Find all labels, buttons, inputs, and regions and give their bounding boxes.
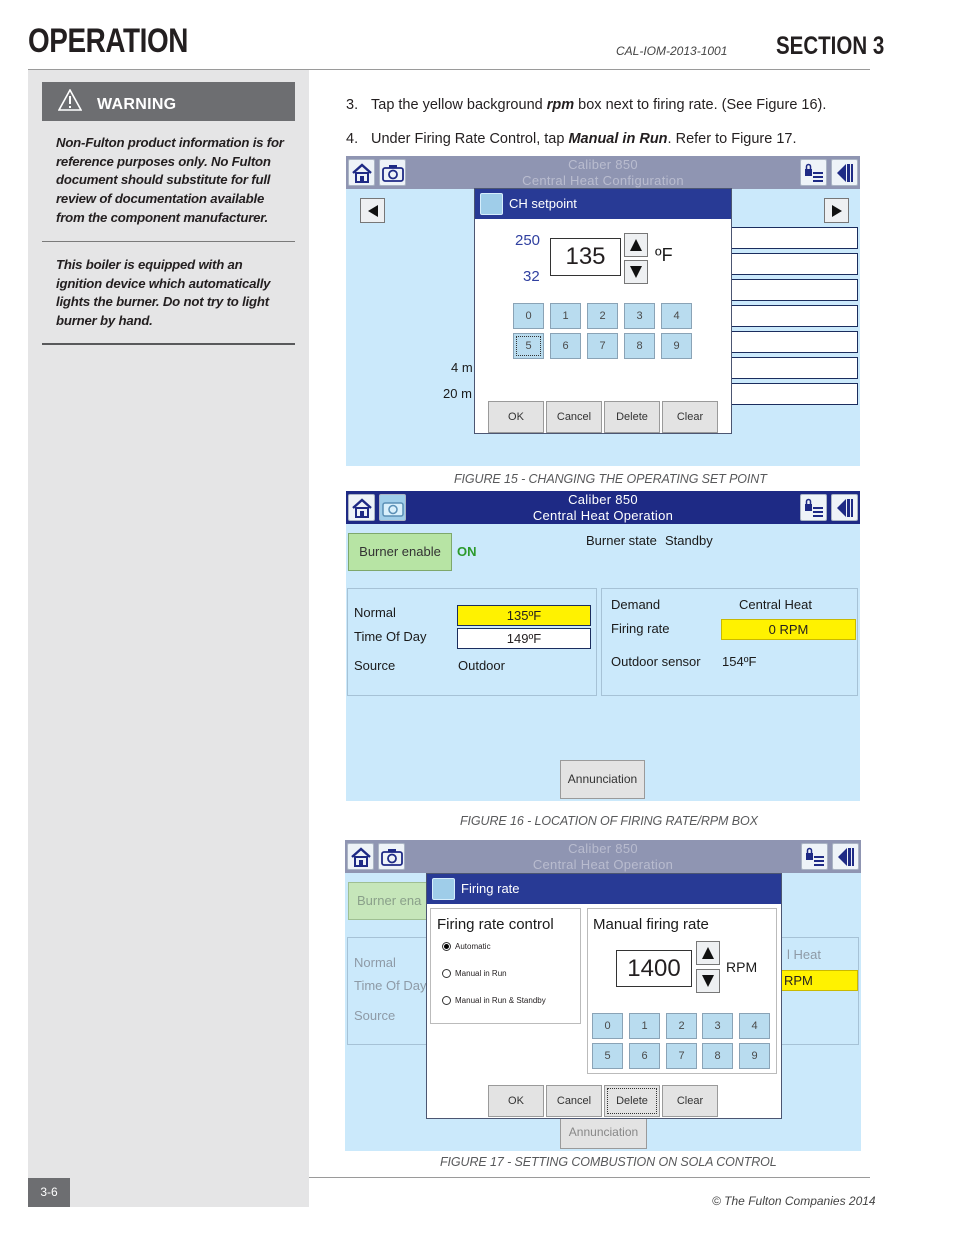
lock-list-icon bbox=[804, 847, 826, 867]
time-of-day-label: Time Of Day bbox=[354, 629, 427, 644]
up-arrow-icon bbox=[629, 238, 643, 252]
title-bar bbox=[346, 156, 860, 189]
down-arrow-icon bbox=[629, 265, 643, 279]
figure-17-caption: FIGURE 17 - SETTING COMBUSTION ON SOLA CONTROL bbox=[440, 1155, 777, 1169]
radio-checked-icon bbox=[442, 942, 451, 951]
radio-unchecked-icon bbox=[442, 996, 451, 1005]
config-field-7[interactable] bbox=[730, 383, 858, 405]
figure-17-screen bbox=[345, 840, 861, 1151]
dialog-title-bar bbox=[427, 874, 781, 904]
key-4[interactable]: 4 bbox=[739, 1013, 770, 1039]
setpoint-value-input[interactable]: 135 bbox=[550, 238, 621, 276]
radio-unchecked-icon bbox=[442, 969, 451, 978]
key-5[interactable]: 5 bbox=[513, 333, 544, 359]
camera-icon bbox=[480, 193, 503, 215]
key-3[interactable]: 3 bbox=[624, 303, 655, 329]
next-page-button[interactable] bbox=[824, 198, 849, 223]
login-button[interactable] bbox=[801, 843, 828, 870]
normal-label-bg: Normal bbox=[354, 955, 396, 970]
bg-label-20m: 20 m bbox=[443, 386, 472, 401]
down-arrow-icon bbox=[701, 974, 715, 988]
demand-label: Demand bbox=[611, 597, 661, 612]
normal-label: Normal bbox=[354, 605, 396, 620]
ch-setpoint-dialog bbox=[474, 188, 732, 434]
firing-rate-rpm-field-bg: RPM bbox=[780, 970, 858, 991]
warning-note-ignition: This boiler is equipped with an ignition device which automatically lights the burner. Do not try to light burner by hand. bbox=[56, 257, 271, 329]
key-7[interactable]: 7 bbox=[587, 333, 618, 359]
footer-divider bbox=[309, 1177, 870, 1178]
key-6[interactable]: 6 bbox=[629, 1043, 660, 1069]
demand-panel bbox=[601, 588, 858, 696]
annunciation-button[interactable]: Annunciation bbox=[560, 760, 645, 799]
figure-16-screen bbox=[346, 491, 860, 801]
warning-note-product-info: Non-Fulton product information is for reference purposes only. No Fulton document should substitute for full review of documentation available from the component manufacturer. bbox=[56, 135, 284, 225]
clear-button[interactable]: Clear bbox=[662, 401, 718, 433]
document-code: CAL-IOM-2013-1001 bbox=[616, 44, 728, 58]
firing-rate-rpm-field[interactable]: 0 RPM bbox=[721, 619, 856, 640]
heat-label-bg: l Heat bbox=[787, 947, 821, 962]
setpoint-panel-bg bbox=[347, 937, 429, 1045]
burner-enable-status: ON bbox=[457, 544, 477, 559]
screen-title-line2: Central Heat Configuration bbox=[522, 173, 684, 188]
firing-rate-unit: RPM bbox=[726, 959, 758, 975]
key-6[interactable]: 6 bbox=[550, 333, 581, 359]
figure-15-caption: FIGURE 15 - CHANGING THE OPERATING SET POINT bbox=[454, 472, 767, 486]
copyright: © The Fulton Companies 2014 bbox=[712, 1194, 876, 1208]
option-manual-in-run[interactable]: Manual in Run bbox=[442, 969, 507, 978]
burner-state-label: Burner state bbox=[586, 533, 657, 548]
config-field-2[interactable] bbox=[730, 253, 858, 275]
ok-button[interactable]: OK bbox=[488, 401, 544, 433]
screen-title-line2: Central Heat Operation bbox=[532, 857, 674, 872]
dialog-title-bar bbox=[475, 189, 731, 219]
section-label: SECTION 3 bbox=[776, 32, 885, 60]
figure-16-caption: FIGURE 16 - LOCATION OF FIRING RATE/RPM BOX bbox=[460, 814, 758, 828]
config-field-5[interactable] bbox=[730, 331, 858, 353]
config-field-3[interactable] bbox=[730, 279, 858, 301]
config-field-4[interactable] bbox=[730, 305, 858, 327]
key-7[interactable]: 7 bbox=[666, 1043, 697, 1069]
key-0[interactable]: 0 bbox=[592, 1013, 623, 1039]
right-arrow-icon bbox=[831, 204, 843, 218]
burner-enable-button-bg: Burner ena bbox=[348, 882, 430, 920]
page-number: 3-6 bbox=[28, 1178, 70, 1207]
key-1[interactable]: 1 bbox=[629, 1013, 660, 1039]
outdoor-sensor-label: Outdoor sensor bbox=[611, 654, 701, 669]
burner-enable-button[interactable]: Burner enable bbox=[348, 533, 452, 571]
dialog-title: CH setpoint bbox=[509, 196, 577, 211]
key-8[interactable]: 8 bbox=[624, 333, 655, 359]
screen-title-line2: Central Heat Operation bbox=[532, 508, 674, 523]
delete-button[interactable]: Delete bbox=[604, 1085, 660, 1117]
decrement-button[interactable] bbox=[624, 260, 648, 284]
ok-button[interactable]: OK bbox=[488, 1085, 544, 1117]
time-of-day-field[interactable]: 149ºF bbox=[457, 628, 591, 649]
config-field-6[interactable] bbox=[730, 357, 858, 379]
demand-panel-bg bbox=[779, 937, 859, 1045]
screen-title-line1: Caliber 850 bbox=[568, 492, 638, 507]
firing-rate-control-group bbox=[430, 908, 581, 1024]
back-arrow-icon bbox=[835, 162, 855, 184]
manual-firing-rate-group bbox=[587, 908, 777, 1074]
prev-page-button[interactable] bbox=[360, 198, 385, 223]
up-arrow-icon bbox=[701, 946, 715, 960]
increment-button[interactable] bbox=[624, 233, 648, 257]
key-5[interactable]: 5 bbox=[592, 1043, 623, 1069]
clear-button[interactable]: Clear bbox=[662, 1085, 718, 1117]
title-bar bbox=[346, 491, 860, 524]
decrement-button[interactable] bbox=[696, 969, 720, 993]
normal-setpoint-field[interactable]: 135ºF bbox=[457, 605, 591, 626]
firing-rate-value-input[interactable]: 1400 bbox=[616, 950, 692, 987]
burner-state-value: Standby bbox=[665, 533, 713, 548]
warning-triangle-icon bbox=[58, 89, 82, 111]
firing-rate-label: Firing rate bbox=[611, 621, 670, 636]
lock-list-icon bbox=[803, 163, 825, 183]
delete-button[interactable]: Delete bbox=[604, 401, 660, 433]
dialog-title: Firing rate bbox=[461, 881, 520, 896]
key-0[interactable]: 0 bbox=[513, 303, 544, 329]
back-button[interactable] bbox=[831, 494, 858, 521]
cancel-button[interactable]: Cancel bbox=[546, 1085, 602, 1117]
source-label-bg: Source bbox=[354, 1008, 396, 1023]
setpoint-max: 250 bbox=[515, 232, 541, 249]
annunciation-button-bg: Annunciation bbox=[560, 1116, 647, 1149]
bg-label-4m: 4 m bbox=[451, 360, 473, 375]
left-arrow-icon bbox=[367, 204, 379, 218]
back-button[interactable] bbox=[832, 843, 859, 870]
setpoint-panel bbox=[347, 588, 597, 696]
source-label: Source bbox=[354, 658, 396, 673]
cancel-button[interactable]: Cancel bbox=[546, 401, 602, 433]
figure-15-screen bbox=[346, 156, 860, 466]
title-bar bbox=[345, 840, 861, 873]
key-2[interactable]: 2 bbox=[587, 303, 618, 329]
setpoint-min: 32 bbox=[523, 268, 540, 285]
manual-firing-rate-title: Manual firing rate bbox=[593, 916, 709, 933]
sidebar-divider bbox=[42, 241, 295, 242]
step-3: 3. Tap the yellow background rpm box next to firing rate. (See Figure 16). bbox=[346, 97, 827, 113]
key-1[interactable]: 1 bbox=[550, 303, 581, 329]
screen-title-line1: Caliber 850 bbox=[568, 157, 638, 172]
key-8[interactable]: 8 bbox=[702, 1043, 733, 1069]
setpoint-unit: ºF bbox=[655, 245, 673, 265]
camera-icon bbox=[432, 878, 455, 900]
time-of-day-label-bg: Time Of Day bbox=[354, 978, 427, 993]
key-3[interactable]: 3 bbox=[702, 1013, 733, 1039]
outdoor-sensor-value: 154ºF bbox=[722, 654, 757, 669]
increment-button[interactable] bbox=[696, 941, 720, 965]
back-arrow-icon bbox=[835, 497, 855, 519]
key-2[interactable]: 2 bbox=[666, 1013, 697, 1039]
login-button[interactable] bbox=[800, 494, 827, 521]
firing-rate-dialog bbox=[426, 873, 782, 1119]
page-title: OPERATION bbox=[28, 22, 188, 60]
key-9[interactable]: 9 bbox=[739, 1043, 770, 1069]
demand-value: Central Heat bbox=[739, 597, 812, 612]
key-9[interactable]: 9 bbox=[661, 333, 692, 359]
option-manual-in-run-standby[interactable]: Manual in Run & Standby bbox=[442, 996, 546, 1005]
sidebar-divider-bottom bbox=[42, 343, 295, 345]
firing-rate-control-title: Firing rate control bbox=[437, 916, 554, 933]
screen-title-line1: Caliber 850 bbox=[568, 841, 638, 856]
lock-list-icon bbox=[803, 498, 825, 518]
login-button[interactable] bbox=[800, 159, 827, 186]
back-arrow-icon bbox=[836, 846, 856, 868]
key-4[interactable]: 4 bbox=[661, 303, 692, 329]
warning-label: WARNING bbox=[97, 96, 177, 113]
config-field-1[interactable] bbox=[730, 227, 858, 249]
option-automatic[interactable]: Automatic bbox=[442, 942, 491, 951]
step-4: 4. Under Firing Rate Control, tap Manual in Run. Refer to Figure 17. bbox=[346, 131, 797, 147]
back-button[interactable] bbox=[831, 159, 858, 186]
source-value: Outdoor bbox=[458, 658, 505, 673]
